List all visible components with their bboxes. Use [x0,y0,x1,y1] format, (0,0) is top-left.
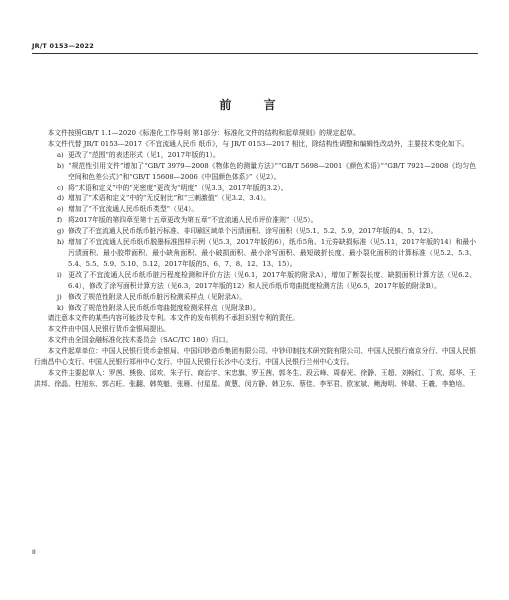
change-item [34,237,476,270]
drafting-organizations: 本文件起草单位：中国人民银行货币金银局、中国印钞造币集团有限公司、中钞印制技术研究院有限公司、中国人民银行南京分行、中国人民银行南昌中心支行、中国人民银行郑州中心支行、中国人民银行长沙中心支行、中国人民银行兰州中心支行。 [34,347,476,367]
change-item [34,270,476,292]
change-item-label: g) [57,227,65,236]
change-item-text: “规范性引用文件”增加了“GB/T 3979—2008《物体色的测量方法》”“GB/T 5698—2001《颜色术语》”“GB/T 7921—2008《均匀色空间和色差公式》”和“GB/T 15608—2006《中国颜色体系》”（见2）。 [68,161,476,181]
change-item [34,303,476,314]
change-item-text: 增加了“术语和定义”中的“无反射比”和“三刺激值”（见3.2、3.4）。 [68,194,271,203]
change-item [34,204,476,215]
change-item [34,215,476,226]
change-item-text: 更改了“范围”的表述形式（见1，2017年版的1）。 [68,150,220,159]
technical-committee-statement: 本文件由全国金融标准化技术委员会（SAC/TC 180）归口。 [47,336,233,345]
change-item [34,193,476,204]
change-item-label: h) [57,238,65,247]
header-rule [32,53,478,54]
foreword-body [34,128,476,390]
proposer-statement: 本文件由中国人民银行货币金银局提出。 [47,325,170,334]
change-item-label: e) [57,205,64,214]
change-item-label: d) [57,194,65,203]
change-item-text: 修改了规范性附录人民币纸币弯曲挺度检测采样点（见附录B）。 [68,303,260,312]
change-item-label: j) [57,292,62,301]
change-item [34,226,476,237]
change-item [34,150,476,161]
change-item-text: 修改了不宜流通人民币纸币脏污标准、非印刷区域单个污渍面积、涂写面积（见5.1、5.2、5.9，2017年版的4、5、12）。 [68,227,438,236]
change-item-text: 将2017年版的第四章至第十五章更改为第五章“不宜流通人民币评价准则”（见5）。 [68,216,318,225]
change-item-label: k) [57,303,64,312]
intro-paragraph: 本文件代替 JR/T 0153—2017《不宜流通人民币 纸币》，与 JR/T 0153—2017 相比，除结构性调整和编辑性改动外，主要技术变化如下。 [47,139,469,148]
patent-notice: 请注意本文件的某些内容可能涉及专利。本文件的发布机构不承担识别专利的责任。 [47,314,300,323]
change-item-label: c) [57,183,64,192]
change-item-text: 将“术语和定义”中的“光密度”更改为“明度”（见3.3，2017年版的3.2）。 [68,183,288,192]
change-item-text: 修改了规范性附录人民币纸币脏污检测采样点（见附录A）。 [68,292,247,301]
change-item-label: i) [57,270,62,279]
drafting-persons: 本文件主要起草人：罗茜、熊俊、邱欢、朱子行、商治宇、宋忠旗、罗玉茜、郭冬生、段云峰、周春光、徐静、王超、刘畅红、丁欢、郑华、王洪邦、徐晶、柱旭东、郭占旺、张翻、韩英魁、张雁、付星星、黄慧、闵方静、韩卫东、蔡佳、李军君、欧家斌、鲍海明、钟瑞、王羲、李艳培。 [34,368,476,388]
change-item [34,183,476,194]
change-item-text: 增加了不宜流通人民币纸币脱墨标准图样示例（见5.3，2017年版的6），纸币5角、1元券缺损标准（见5.11，2017年版的14）和最小污渍面积、最小胶带面积、最小缺角面积、最小破损面积、最小涂写面积、最短破折长度、最小裂化面积的计算标准（见5.2、5.3、5.4、5.5、5.9、5.10、5.12，2017年版的5、6、7、8、12、13、15）。 [68,238,476,268]
change-item [34,292,476,303]
change-item-label: b) [57,161,65,170]
change-item-label: f) [57,216,63,225]
change-item-text: 更改了不宜流通人民币纸币脏污程度检测和评价方法（见6.1，2017年版的附录A），增加了断裂长度、缺损面积计算方法（见6.2、6.4），修改了涂写面积计算方法（见6.3，2017年版的12）和人民币纸币弯曲挺度检测方法（见6.5，2017年版的附录B）。 [68,270,476,290]
standard-code: JR/T 0153—2022 [32,42,94,50]
change-item [34,161,476,183]
page-title: 前 言 [219,98,290,112]
intro-paragraph: 本文件按照GB/T 1.1—2020《标准化工作导则 第1部分：标准化文件的结构和起草规则》的规定起草。 [47,129,360,137]
change-item-label: a) [57,150,64,159]
page-number: II [32,548,36,556]
change-item-text: 增加了“不宜流通人民币纸币类型”（见4）。 [68,205,199,214]
